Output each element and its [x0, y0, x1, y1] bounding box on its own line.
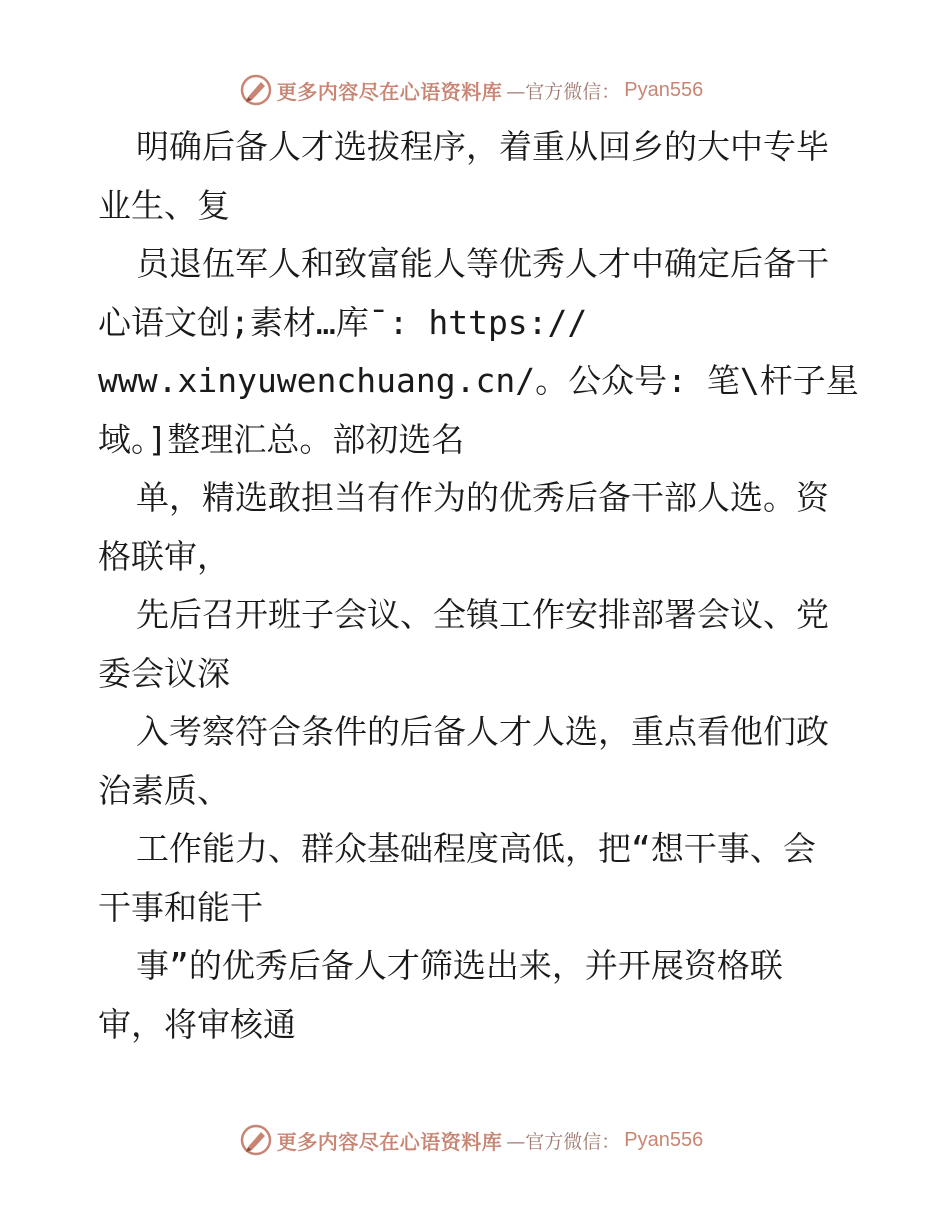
banner-wechat-id: Pyan556 — [624, 1128, 704, 1151]
header-watermark-banner — [0, 70, 950, 110]
footer-watermark-banner — [0, 1120, 950, 1160]
banner-sub-text: —官方微信： — [506, 1130, 621, 1153]
body-text-line: 治素质、 — [98, 770, 230, 810]
body-text-line: 工作能力、群众基础程度高低，把“想干事、会 — [136, 829, 816, 868]
body-text-line: 入考察符合条件的后备人才人选，重点看他们政 — [136, 712, 829, 751]
banner-main-text: 更多内容尽在心语资料库 — [276, 79, 503, 104]
banner-main-text: 更多内容尽在心语资料库 — [276, 1129, 503, 1154]
body-text-line: 事”的优秀后备人才筛选出来，并开展资格联 — [136, 946, 783, 985]
pen-logo-icon — [239, 73, 273, 107]
banner-wechat-id: Pyan556 — [624, 78, 704, 101]
pen-logo-icon — [239, 1123, 273, 1157]
body-text-line: 业生、复 — [98, 185, 230, 225]
body-text-line: 先后召开班子会议、全镇工作安排部署会议、党 — [136, 595, 829, 634]
body-text-line: 干事和能干 — [98, 887, 263, 927]
document-body — [98, 118, 868, 1054]
body-text-line: 域。]整理汇总。部初选名 — [98, 419, 465, 459]
body-text-line: www.xinyuwenchuang.cn/。公众号: 笔\杆子星 — [98, 361, 859, 400]
body-text-line: 审，将审核通 — [98, 1004, 296, 1044]
body-text-line: 员退伍军人和致富能人等优秀人才中确定后备干 — [136, 244, 829, 283]
body-text-line: 委会议深 — [98, 653, 230, 693]
body-text-line: 心语文创;素材…库¯: https:// — [98, 302, 588, 342]
body-text-line: 明确后备人才选拔程序，着重从回乡的大中专毕 — [136, 127, 829, 166]
body-text-line: 格联审， — [98, 536, 230, 576]
banner-sub-text: —官方微信： — [506, 80, 621, 103]
body-text-line: 单，精选敢担当有作为的优秀后备干部人选。资 — [136, 478, 829, 517]
